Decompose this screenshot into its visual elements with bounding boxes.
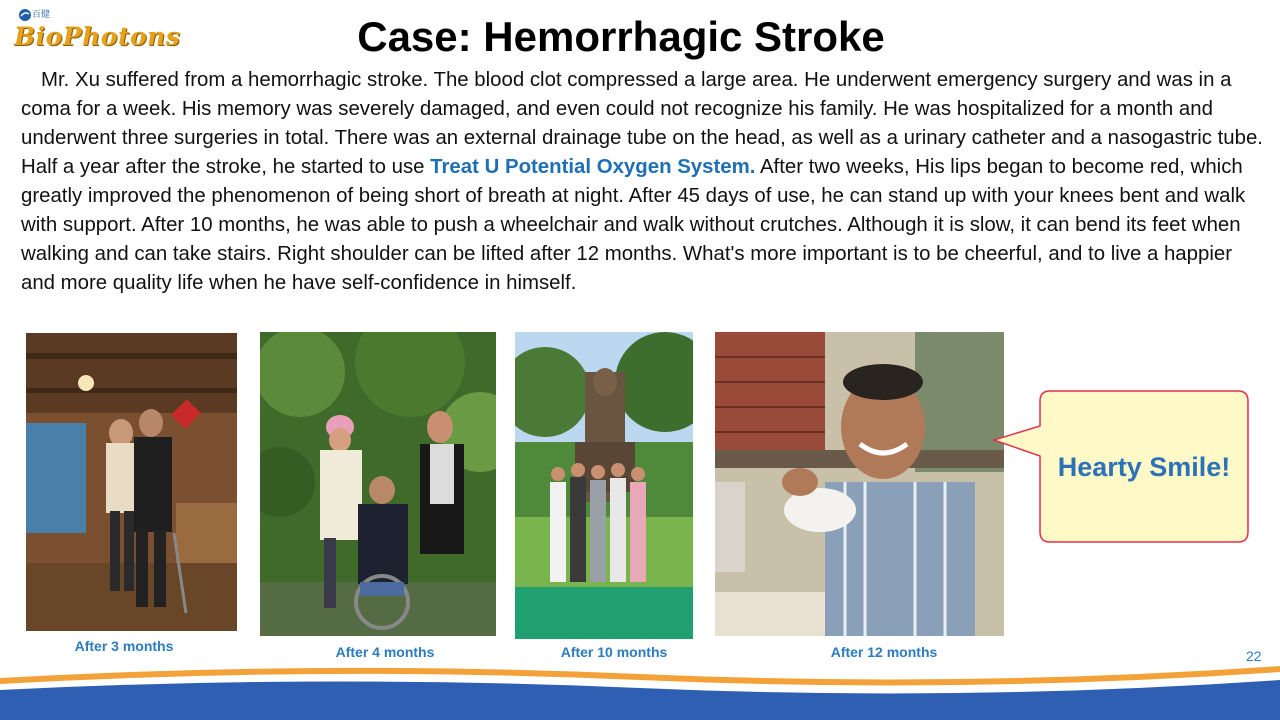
caption-after-4-months: After 4 months — [335, 644, 435, 660]
page-number: 22 — [1246, 648, 1262, 664]
logo-wordmark: BioPhotons — [14, 22, 181, 51]
description-part1: Mr. Xu suffered from a hemorrhagic stroke. The blood clot compressed a large area. He underwent emergency surgery and was in a coma for a week. His memory was severely damaged, and even could not recognize his family. He was hospitalized for a month and underwent three surgeries in total. There was an external drainage tube on the head, as well as a urinary catheter and a nasogastric tube. Half a year after the stroke, he started to use — [21, 69, 1263, 178]
photo-after-3-months — [26, 333, 237, 631]
photo-after-4-months — [260, 332, 496, 636]
case-description — [21, 66, 1266, 298]
caption-after-3-months: After 3 months — [74, 638, 174, 654]
footer-wave-decoration — [0, 650, 1280, 720]
logo-chinese-text: 百健 — [32, 10, 51, 20]
photo-after-12-months — [715, 332, 1004, 636]
description-part2: After two weeks, His lips began to become red, which greatly improved the phenomenon of being short of breath at night. After 45 days of use, he can stand up with your knees bent and walk with support. After 10 months, he was able to push a wheelchair and walk without crutches. Although it is slow, it can bend its feet when walking and can take stairs. Right shoulder can be lifted after 12 months. What's more important is to be cheerful, and to live a happier and more quality life when he have self-confidence in himself. — [21, 156, 1246, 294]
slide-title: Case: Hemorrhagic Stroke — [357, 13, 885, 60]
product-name-highlight: Treat U Potential Oxygen System. — [430, 156, 756, 178]
caption-after-10-months: After 10 months — [560, 644, 668, 660]
photo-after-10-months — [515, 332, 693, 639]
callout-text: Hearty Smile! — [1057, 452, 1231, 482]
caption-after-12-months: After 12 months — [830, 644, 938, 660]
